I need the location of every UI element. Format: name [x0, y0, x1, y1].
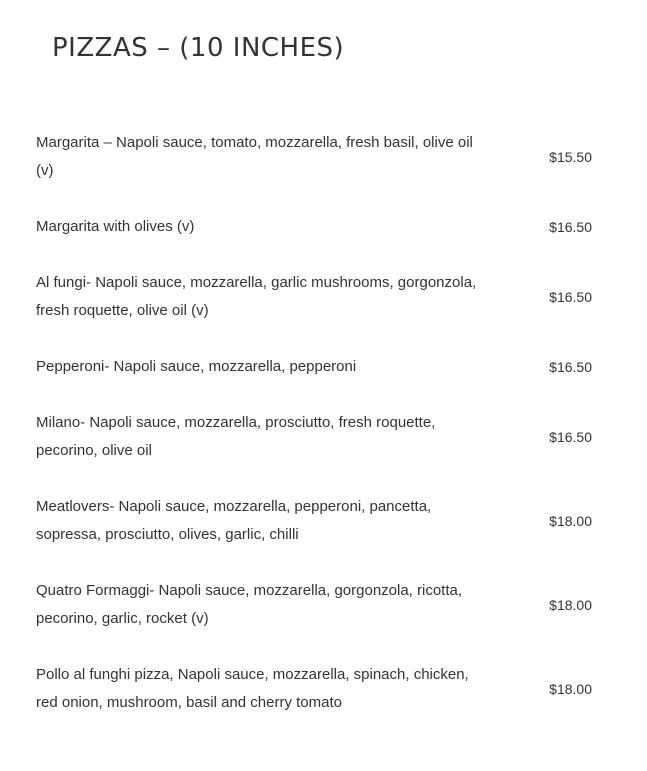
menu-items-list [36, 129, 606, 745]
menu-item-description: Pollo al funghi pizza, Napoli sauce, mozzarella, spinach, chicken, red onion, mushroom, basil and cherry tomato [36, 666, 469, 711]
menu-item-price: $16.50 [549, 289, 592, 305]
menu-item [36, 661, 606, 717]
menu-item-description: Margarita with olives (v) [36, 218, 195, 235]
menu-item-price: $16.50 [549, 429, 592, 445]
menu-item [36, 409, 606, 465]
menu-item-price: $18.00 [549, 513, 592, 529]
menu-item-price: $16.50 [549, 219, 592, 235]
menu-item [36, 213, 606, 241]
menu-item-description: Al fungi- Napoli sauce, mozzarella, garlic mushrooms, gorgonzola, fresh roquette, olive oil (v) [36, 274, 477, 319]
menu-item-price: $16.50 [549, 359, 592, 375]
menu-item-description: Milano- Napoli sauce, mozzarella, prosciutto, fresh roquette, pecorino, olive oil [36, 414, 436, 459]
menu-item-description: Quatro Formaggi- Napoli sauce, mozzarella, gorgonzola, ricotta, pecorino, garlic, rocket (v) [36, 582, 463, 627]
menu-item-price: $18.00 [549, 597, 592, 613]
menu-item [36, 493, 606, 549]
menu-title: PIZZAS – (10 INCHES) [52, 33, 345, 63]
menu-item-price: $15.50 [549, 149, 592, 165]
menu-item-description: Meatlovers- Napoli sauce, mozzarella, pepperoni, pancetta, sopressa, prosciutto, olives, garlic, chilli [36, 498, 432, 543]
menu-item [36, 577, 606, 633]
menu-item-description: Margarita – Napoli sauce, tomato, mozzarella, fresh basil, olive oil (v) [36, 134, 473, 179]
menu-item-description: Pepperoni- Napoli sauce, mozzarella, pepperoni [36, 358, 357, 375]
menu-item [36, 269, 606, 325]
menu-item [36, 353, 606, 381]
menu-item [36, 129, 606, 185]
menu-item-price: $18.00 [549, 681, 592, 697]
